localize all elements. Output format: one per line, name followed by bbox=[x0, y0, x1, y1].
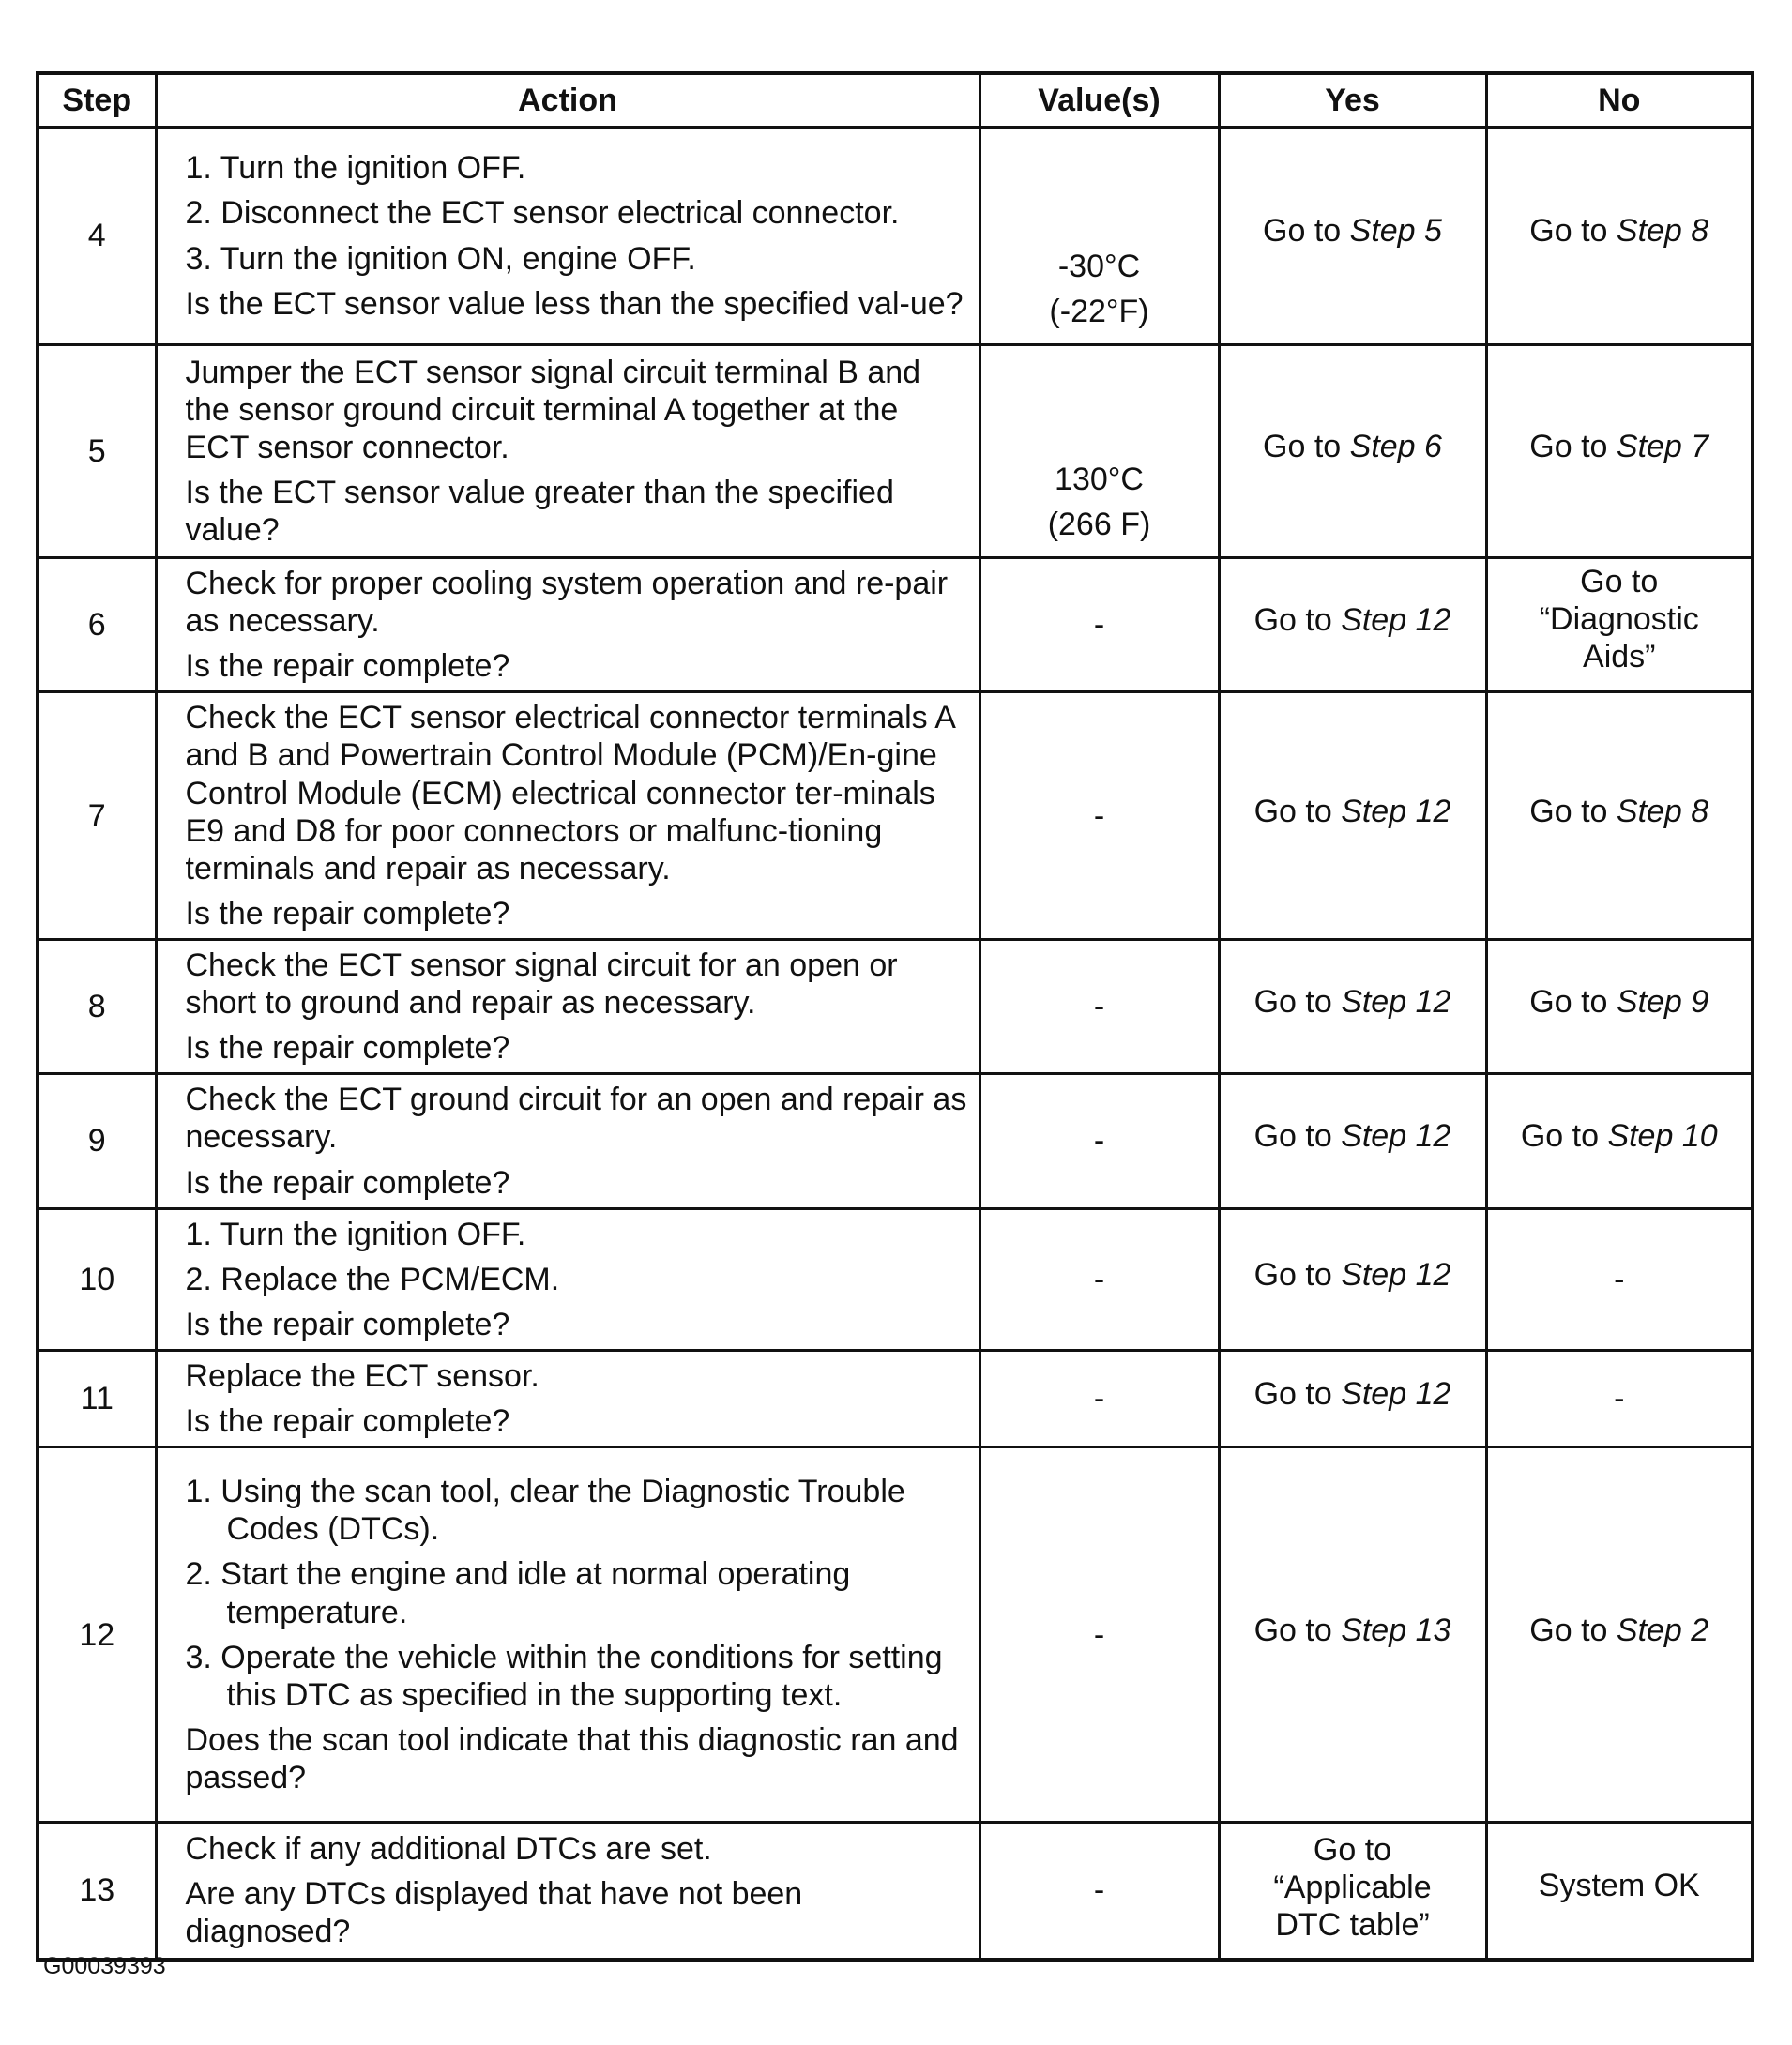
value-line: - bbox=[1093, 1123, 1105, 1159]
step-number: 6 bbox=[38, 558, 156, 692]
action-line: Is the repair complete? bbox=[185, 648, 510, 685]
action-line: Check if any additional DTCs are set. bbox=[185, 1831, 712, 1868]
figure-code: G00039393 bbox=[43, 1953, 166, 1979]
header-action: Action bbox=[156, 73, 980, 128]
goto-step: Step 12 bbox=[1341, 984, 1451, 1021]
goto-link bbox=[1254, 1257, 1451, 1293]
table-row bbox=[38, 1074, 1753, 1208]
header-row bbox=[38, 73, 1753, 128]
action-line: Is the repair complete? bbox=[185, 1030, 510, 1067]
no-text-line: Aids” bbox=[1583, 639, 1656, 675]
header-step: Step bbox=[38, 73, 156, 128]
goto-prefix: Go to bbox=[1253, 793, 1342, 829]
action-line: Check the ECT sensor signal circuit for an open or short to ground and repair as necessary. bbox=[185, 947, 898, 1022]
goto-prefix: Go to bbox=[1529, 793, 1617, 829]
goto-step: Step 5 bbox=[1349, 213, 1442, 250]
value-line: - bbox=[1093, 1616, 1105, 1653]
no-cell bbox=[1486, 692, 1753, 940]
table-row bbox=[38, 128, 1753, 345]
action-line: Is the repair complete? bbox=[185, 1306, 510, 1342]
no-cell bbox=[1486, 1208, 1753, 1350]
goto-link bbox=[1254, 1118, 1451, 1154]
yes-cell bbox=[1219, 1074, 1486, 1208]
diagnostic-table bbox=[36, 71, 1754, 1962]
step-number: 12 bbox=[38, 1447, 156, 1823]
value-cell bbox=[980, 1208, 1219, 1350]
goto-step: Step 12 bbox=[1341, 602, 1451, 639]
no-cell bbox=[1486, 1074, 1753, 1208]
goto-step: Step 8 bbox=[1616, 793, 1709, 829]
step-number: 4 bbox=[38, 128, 156, 345]
action-cell bbox=[156, 1350, 980, 1447]
step-number: 7 bbox=[38, 692, 156, 940]
yes-cell bbox=[1219, 1447, 1486, 1823]
step-number: 5 bbox=[38, 345, 156, 558]
goto-step: Step 6 bbox=[1349, 428, 1442, 464]
value-cell bbox=[980, 939, 1219, 1073]
table-row bbox=[38, 1447, 1753, 1823]
yes-cell bbox=[1219, 1823, 1486, 1960]
goto-step: Step 12 bbox=[1341, 793, 1451, 829]
value-cell bbox=[980, 345, 1219, 558]
table-row bbox=[38, 939, 1753, 1073]
value-cell bbox=[980, 558, 1219, 692]
action-line: 2. Start the engine and idle at normal operating temperature. bbox=[185, 1556, 851, 1630]
no-cell bbox=[1486, 1350, 1753, 1447]
table-row bbox=[38, 345, 1753, 558]
no-text-line: Go to bbox=[1580, 564, 1659, 599]
no-cell bbox=[1486, 128, 1753, 345]
value-line: - bbox=[1093, 607, 1105, 644]
no-cell bbox=[1486, 1447, 1753, 1823]
goto-link bbox=[1529, 213, 1708, 249]
yes-cell bbox=[1219, 1350, 1486, 1447]
goto-prefix: Go to bbox=[1253, 1256, 1342, 1293]
value-line: -30°C bbox=[1057, 248, 1141, 284]
goto-prefix: Go to bbox=[1529, 1612, 1617, 1648]
no-cell bbox=[1486, 939, 1753, 1073]
goto-step: Step 12 bbox=[1341, 1376, 1451, 1413]
action-cell bbox=[156, 1208, 980, 1350]
goto-step: Step 13 bbox=[1341, 1612, 1451, 1648]
no-cell bbox=[1486, 345, 1753, 558]
no-cell bbox=[1486, 1823, 1753, 1960]
goto-step: Step 12 bbox=[1341, 1256, 1451, 1293]
goto-step: Step 2 bbox=[1616, 1612, 1709, 1648]
goto-prefix: Go to bbox=[1253, 1118, 1342, 1155]
diagnostic-table-container bbox=[36, 71, 1751, 1962]
value-cell bbox=[980, 692, 1219, 940]
table-body bbox=[38, 128, 1753, 1960]
yes-cell bbox=[1219, 345, 1486, 558]
table-row bbox=[38, 1208, 1753, 1350]
action-line: Is the ECT sensor value less than the specified val-ue? bbox=[185, 285, 964, 322]
goto-step: Step 9 bbox=[1616, 984, 1709, 1021]
action-line: Jumper the ECT sensor signal circuit terminal B and the sensor ground circuit terminal A together at the ECT sensor connector. bbox=[185, 354, 921, 465]
action-line: Check for proper cooling system operation and re-pair as necessary. bbox=[185, 566, 949, 640]
goto-step: Step 8 bbox=[1616, 213, 1709, 250]
no-text-line: - bbox=[1614, 1261, 1625, 1297]
table-row bbox=[38, 1823, 1753, 1960]
goto-link bbox=[1529, 429, 1708, 464]
value-line: (266 F) bbox=[1047, 506, 1151, 542]
action-line: Does the scan tool indicate that this diagnostic ran and passed? bbox=[185, 1721, 959, 1796]
action-line: Check the ECT sensor electrical connector terminals A and B and Powertrain Control Module (PCM)/En-gine Control Module (ECM) electrical connector ter-minals E9 and D8 for poor connectors or malfunc-tioning terminals and repair as necessary. bbox=[185, 700, 955, 886]
yes-cell bbox=[1219, 1208, 1486, 1350]
table-row bbox=[38, 558, 1753, 692]
goto-link bbox=[1254, 984, 1451, 1020]
action-line: Are any DTCs displayed that have not been diagnosed? bbox=[185, 1876, 803, 1950]
yes-text-line: DTC table” bbox=[1275, 1907, 1430, 1944]
goto-prefix: Go to bbox=[1529, 428, 1617, 464]
goto-link bbox=[1521, 1118, 1718, 1154]
yes-text-line: Go to bbox=[1313, 1832, 1392, 1869]
action-line: Is the repair complete? bbox=[185, 1403, 510, 1440]
step-number: 9 bbox=[38, 1074, 156, 1208]
goto-prefix: Go to bbox=[1253, 1612, 1342, 1648]
action-line: 2. Replace the PCM/ECM. bbox=[185, 1261, 560, 1297]
value-line: - bbox=[1093, 797, 1105, 834]
step-number: 13 bbox=[38, 1823, 156, 1960]
goto-step: Step 12 bbox=[1341, 1118, 1451, 1155]
action-line: Is the repair complete? bbox=[185, 895, 510, 932]
goto-prefix: Go to bbox=[1529, 213, 1617, 250]
goto-link bbox=[1254, 1613, 1451, 1648]
goto-prefix: Go to bbox=[1263, 213, 1350, 250]
goto-prefix: Go to bbox=[1529, 984, 1617, 1021]
goto-link bbox=[1263, 429, 1442, 464]
value-line: 130°C bbox=[1055, 461, 1144, 497]
value-cell bbox=[980, 128, 1219, 345]
action-line: Is the repair complete? bbox=[185, 1164, 510, 1201]
goto-prefix: Go to bbox=[1253, 1376, 1342, 1413]
yes-cell bbox=[1219, 692, 1486, 940]
value-cell bbox=[980, 1074, 1219, 1208]
action-cell bbox=[156, 128, 980, 345]
header-yes: Yes bbox=[1219, 73, 1486, 128]
action-line: Is the ECT sensor value greater than the specified value? bbox=[185, 475, 894, 549]
goto-link bbox=[1254, 602, 1451, 638]
action-cell bbox=[156, 1823, 980, 1960]
value-cell bbox=[980, 1447, 1219, 1823]
value-cell bbox=[980, 1823, 1219, 1960]
no-cell bbox=[1486, 558, 1753, 692]
step-number: 10 bbox=[38, 1208, 156, 1350]
yes-cell bbox=[1219, 939, 1486, 1073]
table-row bbox=[38, 1350, 1753, 1447]
no-text-line: “Diagnostic bbox=[1539, 601, 1699, 638]
goto-link bbox=[1529, 794, 1708, 829]
value-line: - bbox=[1093, 1872, 1105, 1909]
action-line: 1. Turn the ignition OFF. bbox=[185, 1216, 526, 1252]
action-cell bbox=[156, 1074, 980, 1208]
yes-cell bbox=[1219, 558, 1486, 692]
value-line: - bbox=[1093, 1381, 1105, 1417]
action-cell bbox=[156, 1447, 980, 1823]
action-line: 3. Operate the vehicle within the conditions for setting this DTC as specified in the supporting text. bbox=[185, 1639, 943, 1713]
no-text-line: System OK bbox=[1538, 1868, 1700, 1904]
value-cell bbox=[980, 1350, 1219, 1447]
goto-link bbox=[1263, 213, 1442, 249]
no-text-line: - bbox=[1614, 1381, 1625, 1417]
action-line: 1. Turn the ignition OFF. bbox=[185, 150, 526, 187]
goto-step: Step 7 bbox=[1616, 428, 1709, 464]
value-line: - bbox=[1093, 1261, 1105, 1297]
header-no: No bbox=[1486, 73, 1753, 128]
goto-prefix: Go to bbox=[1520, 1118, 1608, 1155]
step-number: 11 bbox=[38, 1350, 156, 1447]
action-line: 3. Turn the ignition ON, engine OFF. bbox=[185, 240, 696, 277]
goto-link bbox=[1254, 794, 1451, 829]
action-cell bbox=[156, 558, 980, 692]
goto-prefix: Go to bbox=[1253, 984, 1342, 1021]
goto-link bbox=[1254, 1376, 1451, 1412]
goto-prefix: Go to bbox=[1263, 428, 1350, 464]
step-number: 8 bbox=[38, 939, 156, 1073]
action-line: Replace the ECT sensor. bbox=[185, 1357, 539, 1394]
table-row bbox=[38, 692, 1753, 940]
action-cell bbox=[156, 692, 980, 940]
action-cell bbox=[156, 939, 980, 1073]
header-values: Value(s) bbox=[980, 73, 1219, 128]
goto-link bbox=[1529, 1613, 1708, 1648]
value-line: (-22°F) bbox=[1049, 293, 1149, 329]
goto-prefix: Go to bbox=[1253, 602, 1342, 639]
value-line: - bbox=[1093, 989, 1105, 1025]
goto-step: Step 10 bbox=[1607, 1118, 1718, 1155]
goto-link bbox=[1529, 984, 1708, 1020]
action-line: 1. Using the scan tool, clear the Diagnostic Trouble Codes (DTCs). bbox=[185, 1474, 905, 1548]
action-cell bbox=[156, 345, 980, 558]
action-line: 2. Disconnect the ECT sensor electrical connector. bbox=[185, 195, 900, 232]
yes-text-line: “Applicable bbox=[1273, 1870, 1432, 1906]
yes-cell bbox=[1219, 128, 1486, 345]
action-line: Check the ECT ground circuit for an open and repair as necessary. bbox=[185, 1082, 967, 1156]
